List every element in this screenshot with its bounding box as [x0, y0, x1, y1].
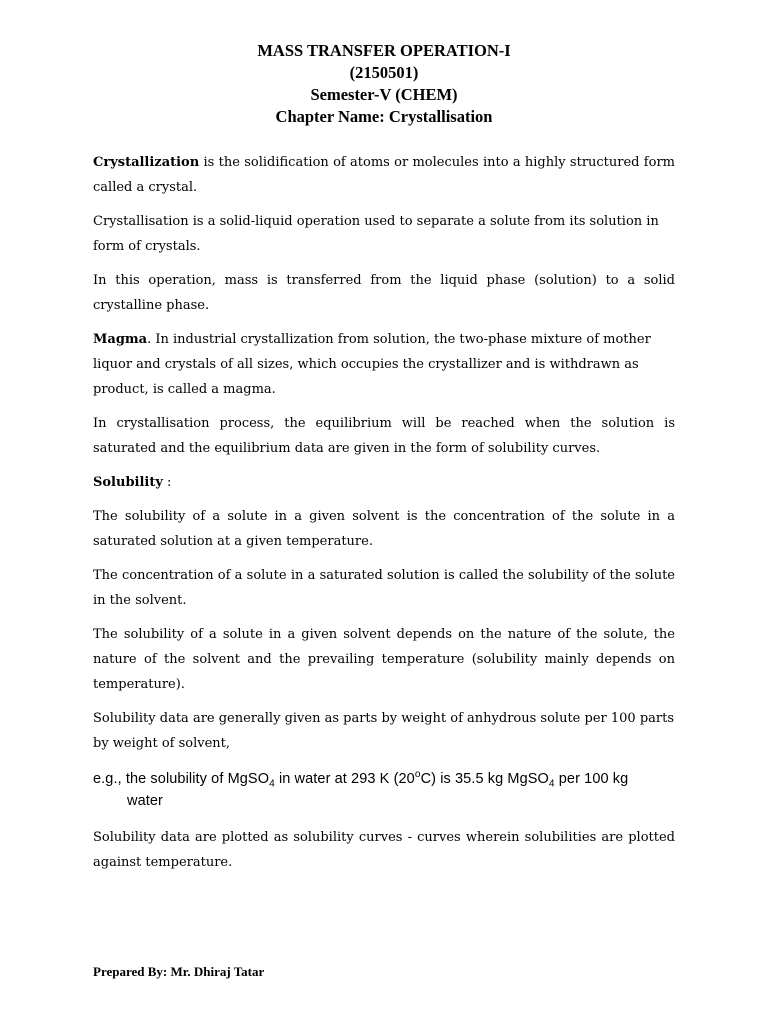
subscript: 4	[548, 778, 555, 790]
footer-author: Prepared By: Mr. Dhiraj Tatar	[93, 964, 265, 979]
paragraph-equilibrium: In crystallisation process, the equilibrium will be reached when the solution is saturated and the equilibrium data are given in the form of solubility curves.	[93, 416, 675, 456]
paragraph-crystallization	[93, 150, 675, 200]
term-magma: Magma	[93, 332, 148, 347]
superscript: o	[414, 769, 421, 780]
example-text: e.g., the solubility of MgSO	[93, 770, 270, 787]
heading-colon: :	[162, 475, 172, 490]
example-text: in water at 293 K (20	[274, 770, 415, 787]
subscript: 4	[269, 778, 275, 790]
example-text: per 100 kg	[554, 770, 629, 787]
chapter-name: Chapter Name: Crystallisation	[275, 107, 493, 126]
paragraph-solubility-data: Solubility data are generally given as parts by weight of anhydrous solute per 100 parts by weight of solvent,	[93, 711, 675, 751]
paragraph-definition: Crystallisation is a solid-liquid operation used to separate a solute from its solution in form of crystals.	[93, 214, 659, 254]
section-heading-solubility	[93, 470, 675, 495]
paragraph-magma	[93, 327, 675, 402]
term-solubility: Solubility	[93, 475, 163, 490]
paragraph-solubility-factors: The solubility of a solute in a given solvent depends on the nature of the solute, the nature of the solvent and the prevailing temperature (solubility mainly depends on temperature).	[93, 627, 675, 692]
paragraph-solubility-curves: Solubility data are plotted as solubility curves - curves wherein solubilities are plotted against temperature.	[93, 829, 675, 870]
term-crystallization: Crystallization	[93, 155, 200, 170]
paragraph-solubility-concentration: The concentration of a solute in a saturated solution is called the solubility of the solute in the solvent.	[93, 568, 675, 608]
paragraph-mass-transfer: In this operation, mass is transferred from the liquid phase (solution) to a solid crystalline phase.	[93, 273, 675, 313]
document-header	[0, 40, 768, 128]
course-code: (2150501)	[349, 63, 419, 82]
example-text: C) is 35.5 kg MgSO	[420, 770, 549, 787]
example-text-line2: water	[127, 792, 163, 809]
course-title: MASS TRANSFER OPERATION-I	[257, 41, 511, 60]
paragraph-text: is the solidification of atoms or molecules into a highly structured form called a crystal.	[93, 155, 675, 195]
paragraph-text: . In industrial crystallization from solution, the two-phase mixture of mother liquor and crystals of all sizes, which occupies the crystallizer and is withdrawn as product, is called a magma.	[93, 332, 651, 397]
paragraph-solubility-definition: The solubility of a solute in a given solvent is the concentration of the solute in a saturated solution at a given temperature.	[93, 509, 675, 549]
example-mgso4	[93, 765, 675, 809]
document-body	[93, 150, 675, 884]
semester-label: Semester-V (CHEM)	[310, 85, 458, 104]
